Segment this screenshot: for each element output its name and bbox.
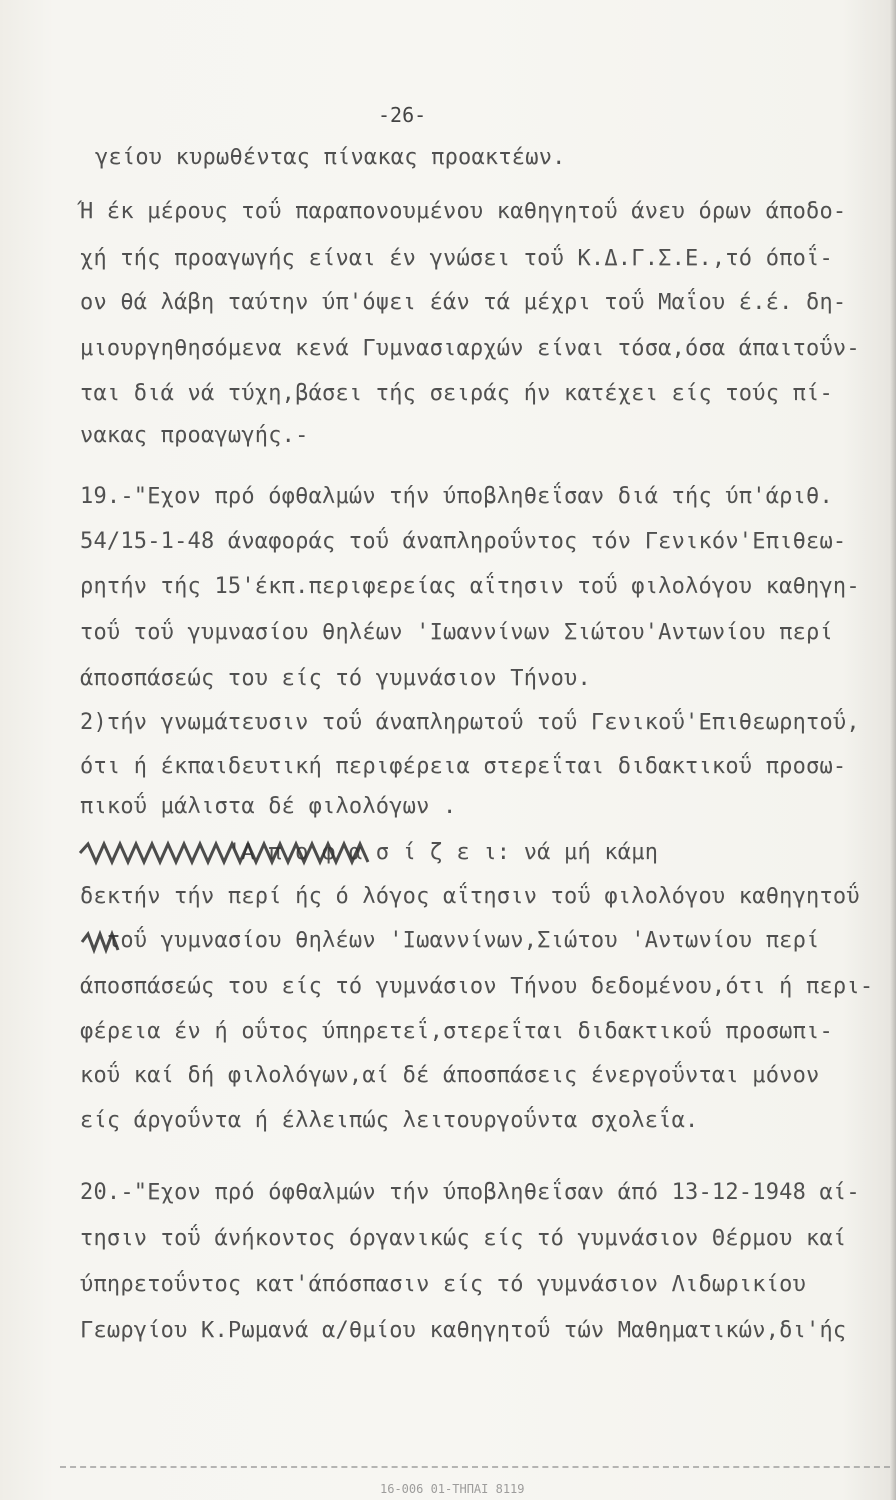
footer-stamp: 16-006 01-ΤΗΠΑΙ 8119 — [380, 1482, 525, 1496]
text-line: δεκτήν τήν περί ής ό λόγος αΐτησιν τοΰ φιλολόγου καθηγητοΰ — [80, 884, 860, 909]
text-line: 19.-"Εχον πρό όφθαλμών τήν ύποβληθεΐσαν διά τής ύπ'άριθ. — [80, 484, 833, 509]
text-line: χή τής προαγωγής είναι έν γνώσει τοΰ Κ.Δ.Γ.Σ.Ε.,τό όποΐ- — [80, 246, 833, 271]
text-line: μιουργηθησόμενα κενά Γυμνασιαρχών είναι τόσα,όσα άπαιτοΰν- — [80, 336, 860, 361]
page-bottom-rule — [60, 1466, 890, 1468]
text-line: Ή έκ μέρους τοΰ παραπονουμένου καθηγητοΰ άνευ όρων άποδο- — [80, 199, 847, 224]
text-line: φέρεια έν ή οΰτος ύπηρετεΐ,στερεΐται διδακτικοΰ προσωπι- — [80, 1019, 833, 1044]
text-line: γείου κυρωθέντας πίνακας προακτέων. — [95, 145, 566, 170]
text-line: ρητήν τής 15'έκπ.περιφερείας αΐτησιν τοΰ φιλολόγου καθηγη- — [80, 574, 860, 599]
text-line: τοΰ τοΰ γυμνασίου θηλέων 'Ιωαννίνων Σιώτου'Αντωνίου περί — [80, 620, 833, 645]
text-line: ον θά λάβη ταύτην ύπ'όψει έάν τά μέχρι τοΰ Μαΐου έ.έ. δη- — [80, 290, 847, 315]
text-line: νακας προαγωγής.- — [80, 423, 309, 448]
text-line: 'Α π ο φ α σ ί ζ ε ι: νά μή κάμη — [80, 840, 659, 865]
text-line: ται διά νά τύχη,βάσει τής σειράς ήν κατέχει είς τούς πί- — [80, 381, 833, 406]
page-number: -26- — [378, 103, 427, 127]
text-line: 54/15-1-48 άναφοράς τοΰ άναπληροΰντος τόν Γενικόν'Επιθεω- — [80, 529, 847, 554]
text-line: είς άργοΰντα ή έλλειπώς λειτουργοΰντα σχολεΐα. — [80, 1108, 699, 1133]
text-line: πικοΰ μάλιστα δέ φιλολόγων . — [80, 794, 457, 819]
text-line: 20.-"Εχον πρό όφθαλμών τήν ύποβληθεΐσαν άπό 13-12-1948 αί- — [80, 1180, 860, 1205]
text-line: άποσπάσεώς του είς τό γυμνάσιον Τήνου δεδομένου,ότι ή περι- — [80, 974, 874, 999]
text-line: ότι ή έκπαιδευτική περιφέρεια στερεΐται διδακτικοΰ προσω- — [80, 754, 847, 779]
strikethrough-scribble — [80, 930, 120, 954]
strikethrough-scribble — [78, 840, 378, 866]
text-line: Γεωργίου Κ.Ρωμανά α/θμίου καθηγητοΰ τών Μαθηματικών,δι'ής — [80, 1318, 847, 1343]
text-line: ύπηρετοΰντος κατ'άπόσπασιν είς τό γυμνάσιον Λιδωρικίου — [80, 1272, 807, 1297]
text-line: 2)τήν γνωμάτευσιν τοΰ άναπληρωτοΰ τοΰ Γενικοΰ'Επιθεωρητοΰ, — [80, 710, 860, 735]
text-line: άποσπάσεώς του είς τό γυμνάσιον Τήνου. — [80, 666, 591, 691]
text-line: τησιν τοΰ άνήκοντος όργανικώς είς τό γυμνάσιον Θέρμου καί — [80, 1226, 847, 1251]
text-line: τοΰ γυμνασίου θηλέων 'Ιωαννίνων,Σιώτου 'Αντωνίου περί — [80, 928, 820, 953]
page-edge-shadow — [890, 0, 896, 1500]
text-line: κοΰ καί δή φιλολόγων,αί δέ άποσπάσεις ένεργοΰνται μόνον — [80, 1063, 820, 1088]
